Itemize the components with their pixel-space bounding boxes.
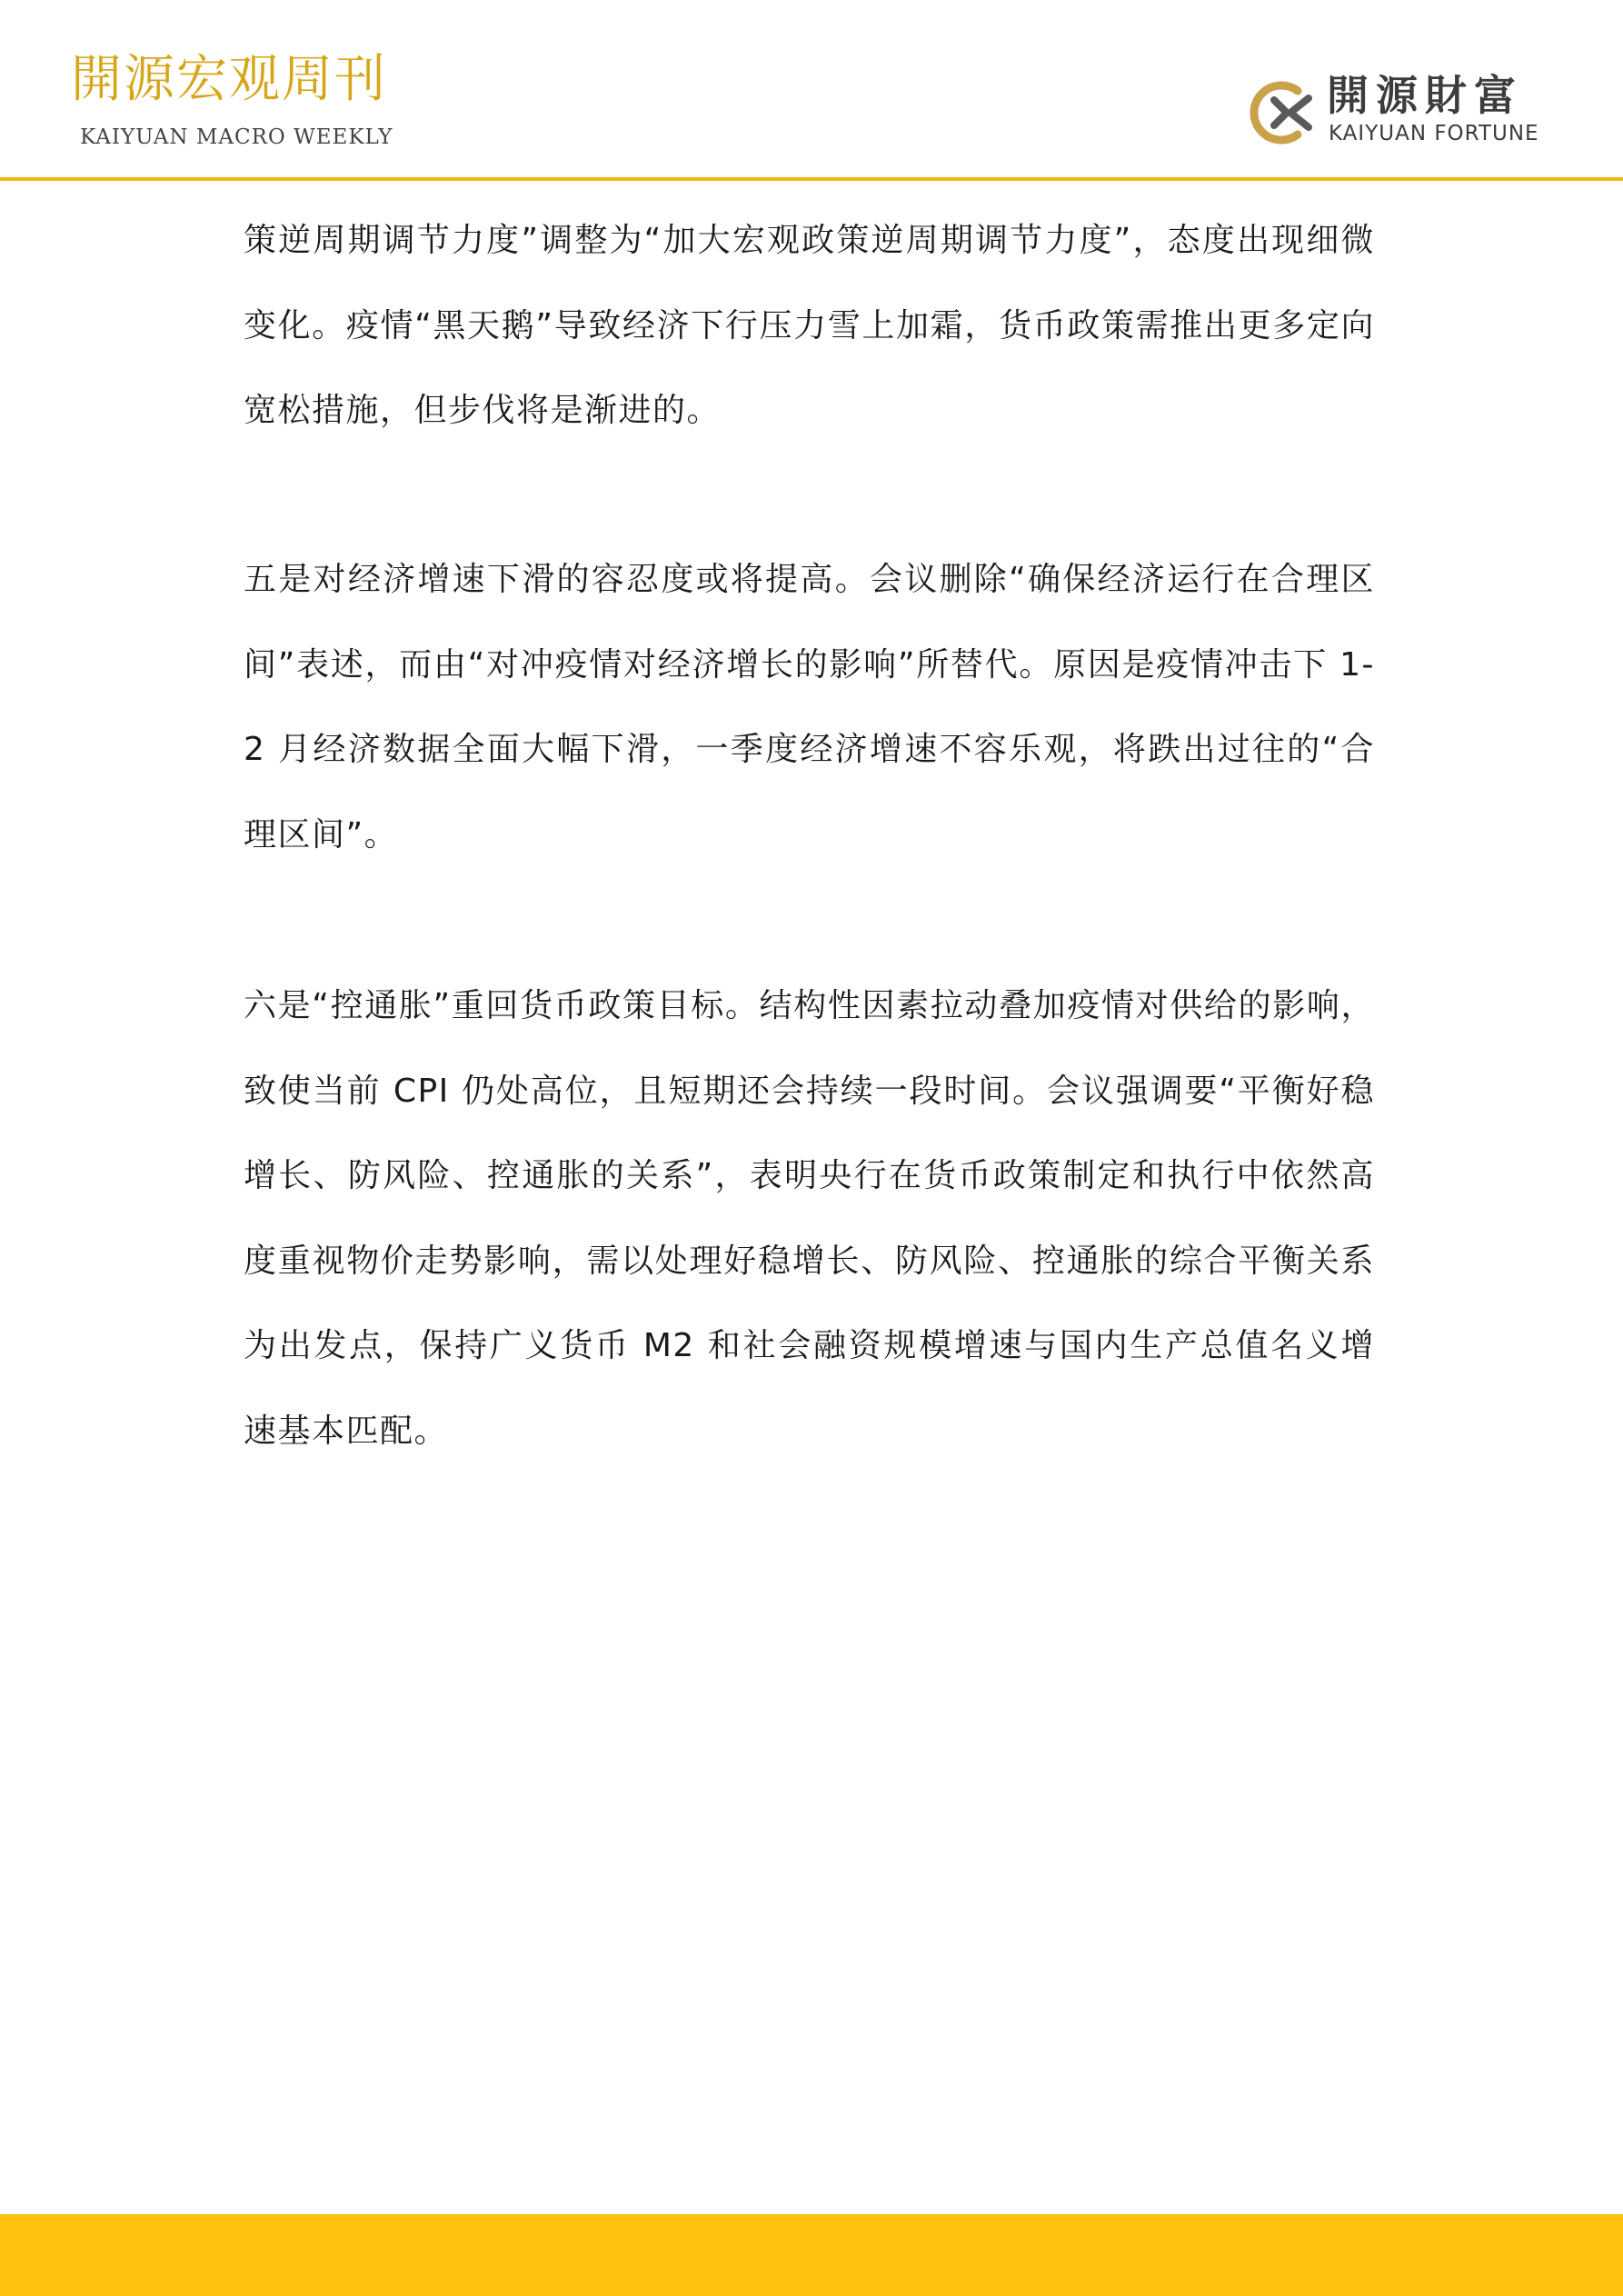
page-header (0, 0, 1623, 182)
logo-name-cn: 開源財富 (1327, 71, 1523, 120)
body-paragraph: 六是“控通胀”重回货币政策目标。结构性因素拉动叠加疫情对供给的影响，致使当前 CPI 仍处高位，且短期还会持续一段时间。会议强调要“平衡好稳增长、防风险、控通胀的关系”，表明央行在货币政策制定和执行中依然高度重视物价走势影响，需以处理好稳增长、防风险、控通胀的综合平衡关系为出发点，保持广义货币 M2 和社会融资规模增速与国内生产总值名义增速基本匹配。 (244, 987, 1375, 1450)
publication-title: 開源宏观周刊 (71, 50, 387, 109)
body-paragraph: 五是对经济增速下滑的容忍度或将提高。会议删除“确保经济运行在合理区间”表述，而由“对冲疫情对经济增长的影响”所替代。原因是疫情冲击下 1-2 月经济数据全面大幅下滑，一季度经济增速不容乐观，将跌出过往的“合理区间”。 (244, 561, 1375, 854)
publication-subtitle: KAIYUAN MACRO WEEKLY (80, 125, 393, 149)
body-paragraph: 策逆周期调节力度”调整为“加大宏观政策逆周期调节力度”，态度出现细微变化。疫情“黑天鹅”导致经济下行压力雪上加霜，货币政策需推出更多定向宽松措施，但步伐将是渐进的。 (244, 222, 1375, 429)
header-divider (0, 177, 1623, 181)
kaiyuan-logo-icon (1243, 76, 1316, 149)
logo-name-en: KAIYUAN FORTUNE (1329, 122, 1539, 145)
footer-band (0, 2214, 1623, 2296)
company-logo (1243, 73, 1561, 155)
